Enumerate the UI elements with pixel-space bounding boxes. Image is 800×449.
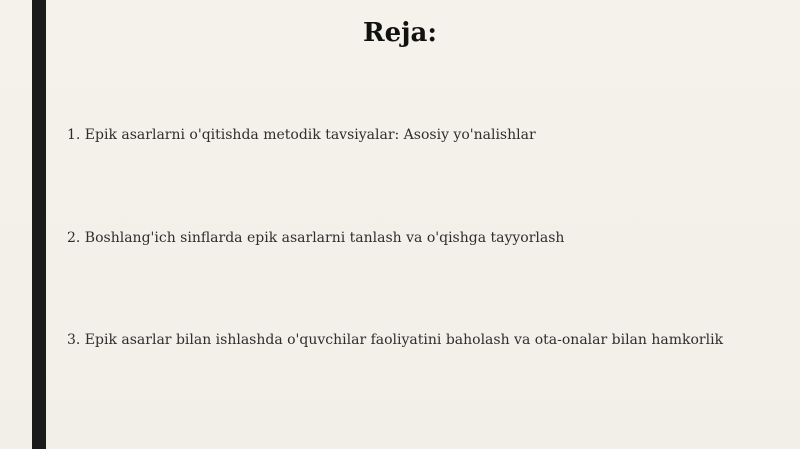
plan-item-2: 2. Boshlang'ich sinflarda epik asarlarni tanlash va o'qishga tayyorlash [67,230,565,246]
plan-item-3: 3. Epik asarlar bilan ishlashda o'quvchilar faoliyatini baholash va ota-onalar bilan hamkorlik [67,332,724,348]
plan-item-1: 1. Epik asarlarni o'qitishda metodik tavsiyalar: Asosiy yo'nalishlar [67,127,536,143]
slide-title: Reja: [362,18,437,48]
left-accent-bar [32,0,46,449]
